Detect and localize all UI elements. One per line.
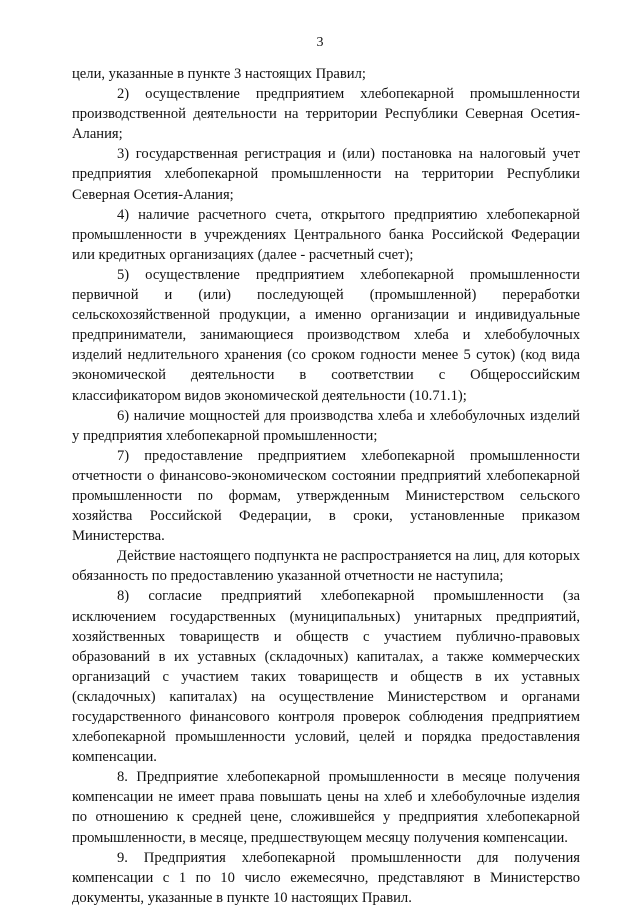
page-number: 3 (316, 35, 324, 50)
paragraph-item-7: 7) предоставление предприятием хлебопекарной промышленности отчетности о финансово-экономическом состоянии предприятий хлебопекарной промышленности по формам, утвержденным Министерством сельского хозяйства Российской Федерации, в сроки, установленные приказом Министерства. (72, 447, 580, 545)
paragraph-item-6: 6) наличие мощностей для производства хлеба и хлебобулочных изделий у предприятия хлебопекарной промышленности; (72, 407, 580, 444)
paragraph-clause-9: 9. Предприятия хлебопекарной промышленности для получения компенсации с 1 по 10 число ежемесячно, представляют в Министерство документы, указанные в пункте 10 настоящих Правил. (72, 849, 580, 906)
paragraph-item-7-note: Действие настоящего подпункта не распространяется на лиц, для которых обязанность по предоставлению указанной отчетности не наступила; (72, 548, 580, 585)
paragraph-item-3: 3) государственная регистрация и (или) постановка на налоговый учет предприятия хлебопекарной промышленности на территории Республики Северная Осетия-Алания; (72, 146, 580, 203)
paragraph-item-4: 4) наличие расчетного счета, открытого предприятию хлебопекарной промышленности в учреждениях Центрального банка Российской Федерации или кредитных организациях (далее - расчетный счет); (72, 206, 580, 263)
paragraph-item-8: 8) согласие предприятий хлебопекарной промышленности (за исключением государственных (муниципальных) унитарных предприятий, хозяйственных товариществ и обществ с участием публично-правовых образований в их уставных (складочных) капиталах, а также коммерческих организаций с участием таких товариществ и обществ в их уставных (складочных) капиталах) на осуществление Министерством и органами государственного финансового контроля проверок соблюдения предприятием хлебопекарной промышленности условий, целей и порядка предоставления компенсации. (72, 588, 580, 766)
paragraph-item-5: 5) осуществление предприятием хлебопекарной промышленности первичной и (или) последующей (промышленной) переработки сельскохозяйственной продукции, а именно организации и индивидуальные предприниматели, занимающиеся производством хлеба и хлебобулочных изделий недлительного хранения (со сроком годности менее 5 суток) (код вида экономической деятельности в соответствии с Общероссийским классификатором видов экономической деятельности (10.71.1); (72, 266, 580, 404)
paragraph-clause-8: 8. Предприятие хлебопекарной промышленности в месяце получения компенсации не имеет права повышать цены на хлеб и хлебобулочные изделия по отношению к средней цене, сложившейся у предприятия хлебопекарной промышленности, в месяце, предшествующем месяцу получения компенсации. (72, 769, 580, 846)
paragraph-continuation: цели, указанные в пункте 3 настоящих Правил; (72, 66, 366, 82)
paragraph-item-2: 2) осуществление предприятием хлебопекарной промышленности производственной деятельности на территории Республики Северная Осетия-Алания; (72, 86, 580, 143)
document-body (72, 64, 580, 908)
